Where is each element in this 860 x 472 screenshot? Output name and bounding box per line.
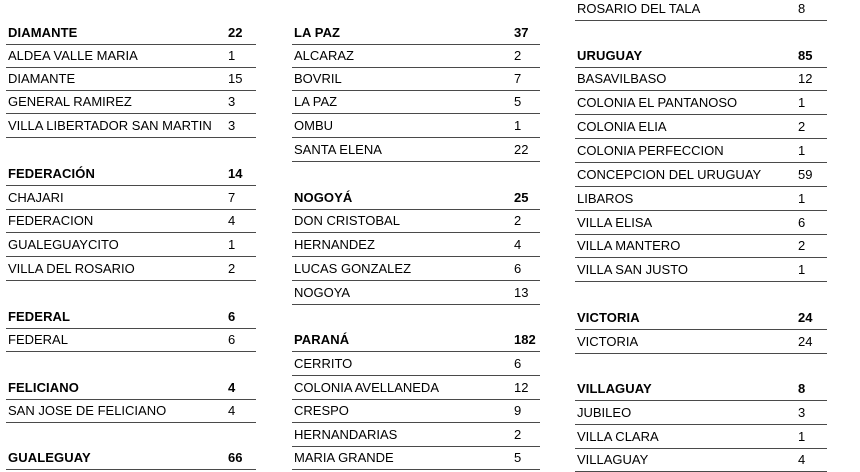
locality-count: 2 xyxy=(228,261,236,276)
locality-count: 3 xyxy=(228,94,236,109)
group-name: VILLAGUAY xyxy=(577,381,652,396)
locality-name: LUCAS GONZALEZ xyxy=(294,261,412,276)
table-row xyxy=(575,331,827,354)
locality-count: 2 xyxy=(798,238,806,253)
locality-count: 6 xyxy=(514,261,522,276)
locality-name: SAN JOSE DE FELICIANO xyxy=(8,403,167,418)
table-row xyxy=(575,188,827,211)
table-row xyxy=(575,426,827,449)
group-name: URUGUAY xyxy=(577,48,643,63)
table-row xyxy=(575,235,827,258)
group-name: GUALEGUAY xyxy=(8,450,91,465)
group-name: FEDERACIÓN xyxy=(8,166,95,181)
locality-name: DON CRISTOBAL xyxy=(294,213,400,228)
locality-count: 6 xyxy=(228,332,236,347)
table-row xyxy=(575,0,827,21)
group-name: PARANÁ xyxy=(294,332,350,347)
table-row xyxy=(292,377,540,400)
locality-name: COLONIA AVELLANEDA xyxy=(294,380,439,395)
group-header xyxy=(6,447,256,470)
group-header xyxy=(575,378,827,401)
table-row xyxy=(575,140,827,163)
table-row xyxy=(6,258,256,281)
table-row xyxy=(575,164,827,187)
group-header xyxy=(6,306,256,329)
locality-name: CONCEPCION DEL URUGUAY xyxy=(577,167,762,182)
group-name: NOGOYÁ xyxy=(294,190,353,205)
locality-name: HERNANDEZ xyxy=(294,237,375,252)
locality-name: BASAVILBASO xyxy=(577,71,667,86)
group-header xyxy=(292,329,540,352)
locality-count: 6 xyxy=(514,356,522,371)
locality-name: MARIA GRANDE xyxy=(294,450,394,465)
table-row xyxy=(292,400,540,423)
locality-count: 1 xyxy=(228,237,236,252)
locality-name: COLONIA PERFECCION xyxy=(577,143,724,158)
group-total: 14 xyxy=(228,166,243,181)
group-name: FEDERAL xyxy=(8,309,71,324)
group-total: 22 xyxy=(228,25,243,40)
locality-count: 4 xyxy=(228,403,236,418)
table-row xyxy=(6,210,256,233)
locality-name: CRESPO xyxy=(294,403,349,418)
locality-count: 3 xyxy=(798,405,806,420)
locality-count: 2 xyxy=(514,48,522,63)
locality-count: 4 xyxy=(798,452,806,467)
locality-count: 12 xyxy=(798,71,813,86)
locality-name: COLONIA EL PANTANOSO xyxy=(577,95,738,110)
table-row xyxy=(292,424,540,447)
locality-count: 1 xyxy=(514,118,522,133)
group-header xyxy=(292,187,540,210)
group-header xyxy=(6,377,256,400)
locality-count: 15 xyxy=(228,71,243,86)
table-row xyxy=(292,210,540,233)
locality-name: CERRITO xyxy=(294,356,353,371)
table-row xyxy=(6,45,256,68)
locality-name: SANTA ELENA xyxy=(294,142,382,157)
locality-count: 59 xyxy=(798,167,813,182)
locality-name: GENERAL RAMIREZ xyxy=(8,94,132,109)
locality-count: 9 xyxy=(514,403,522,418)
locality-count: 4 xyxy=(514,237,522,252)
locality-count: 2 xyxy=(514,213,522,228)
table-row xyxy=(575,212,827,235)
table-row xyxy=(575,259,827,282)
locality-name: VILLA CLARA xyxy=(577,429,659,444)
table-row xyxy=(6,115,256,138)
locality-name: VILLA ELISA xyxy=(577,215,653,230)
group-total: 6 xyxy=(228,309,236,324)
locality-name: FEDERACION xyxy=(8,213,94,228)
group-header xyxy=(292,22,540,45)
group-name: LA PAZ xyxy=(294,25,341,40)
group-header xyxy=(6,22,256,45)
locality-name: FEDERAL xyxy=(8,332,68,347)
locality-count: 5 xyxy=(514,450,522,465)
table-row xyxy=(292,139,540,162)
locality-name: ALCARAZ xyxy=(294,48,354,63)
locality-name: LIBAROS xyxy=(577,191,634,206)
locality-name: ROSARIO DEL TALA xyxy=(577,1,701,16)
locality-name: CHAJARI xyxy=(8,190,64,205)
locality-count: 8 xyxy=(798,1,806,16)
group-header xyxy=(575,45,827,68)
locality-name: HERNANDARIAS xyxy=(294,427,398,442)
locality-name: VILLA DEL ROSARIO xyxy=(8,261,135,276)
table-row xyxy=(575,116,827,139)
locality-name: JUBILEO xyxy=(577,405,632,420)
locality-name: OMBU xyxy=(294,118,333,133)
group-name: VICTORIA xyxy=(577,310,640,325)
group-total: 182 xyxy=(514,332,536,347)
group-name: FELICIANO xyxy=(8,380,79,395)
table-row xyxy=(292,282,540,305)
locality-count: 22 xyxy=(514,142,529,157)
group-name: DIAMANTE xyxy=(8,25,78,40)
table-row xyxy=(6,187,256,210)
table-row xyxy=(292,353,540,376)
group-total: 24 xyxy=(798,310,813,325)
locality-count: 7 xyxy=(514,71,522,86)
table-row xyxy=(292,45,540,68)
locality-count: 1 xyxy=(798,191,806,206)
table-row xyxy=(292,234,540,257)
locality-name: VILLAGUAY xyxy=(577,452,649,467)
table-row xyxy=(575,68,827,91)
group-total: 4 xyxy=(228,380,236,395)
locality-name: BOVRIL xyxy=(294,71,342,86)
locality-count: 7 xyxy=(228,190,236,205)
locality-count: 12 xyxy=(514,380,529,395)
locality-name: VICTORIA xyxy=(577,334,639,349)
table-row xyxy=(292,447,540,470)
group-header xyxy=(575,307,827,330)
locality-count: 2 xyxy=(514,427,522,442)
group-total: 25 xyxy=(514,190,529,205)
locality-name: VILLA SAN JUSTO xyxy=(577,262,689,277)
table-row xyxy=(6,234,256,257)
locality-count: 2 xyxy=(798,119,806,134)
group-total: 85 xyxy=(798,48,813,63)
locality-name: VILLA LIBERTADOR SAN MARTIN xyxy=(8,118,212,133)
locality-count: 24 xyxy=(798,334,813,349)
locality-count: 3 xyxy=(228,118,236,133)
locality-count: 1 xyxy=(798,143,806,158)
group-total: 37 xyxy=(514,25,529,40)
table-row xyxy=(6,400,256,423)
table-row xyxy=(292,115,540,138)
locality-count: 13 xyxy=(514,285,529,300)
locality-count: 6 xyxy=(798,215,806,230)
locality-name: LA PAZ xyxy=(294,94,338,109)
group-total: 8 xyxy=(798,381,806,396)
group-header xyxy=(6,163,256,186)
locality-name: DIAMANTE xyxy=(8,71,76,86)
locality-count: 5 xyxy=(514,94,522,109)
locality-name: VILLA MANTERO xyxy=(577,238,681,253)
table-row xyxy=(6,329,256,352)
locality-name: ALDEA VALLE MARIA xyxy=(8,48,138,63)
group-total: 66 xyxy=(228,450,243,465)
table-row xyxy=(575,92,827,115)
locality-count: 1 xyxy=(798,262,806,277)
locality-count: 4 xyxy=(228,213,236,228)
locality-name: COLONIA ELIA xyxy=(577,119,667,134)
locality-name: GUALEGUAYCITO xyxy=(8,237,119,252)
table-row xyxy=(292,91,540,114)
locality-count: 1 xyxy=(228,48,236,63)
locality-count: 1 xyxy=(798,429,806,444)
table-row xyxy=(292,68,540,91)
locality-name: NOGOYA xyxy=(294,285,351,300)
table-row xyxy=(575,402,827,425)
table-row xyxy=(292,258,540,281)
table-row xyxy=(6,68,256,91)
locality-count: 1 xyxy=(798,95,806,110)
table-row xyxy=(6,91,256,114)
